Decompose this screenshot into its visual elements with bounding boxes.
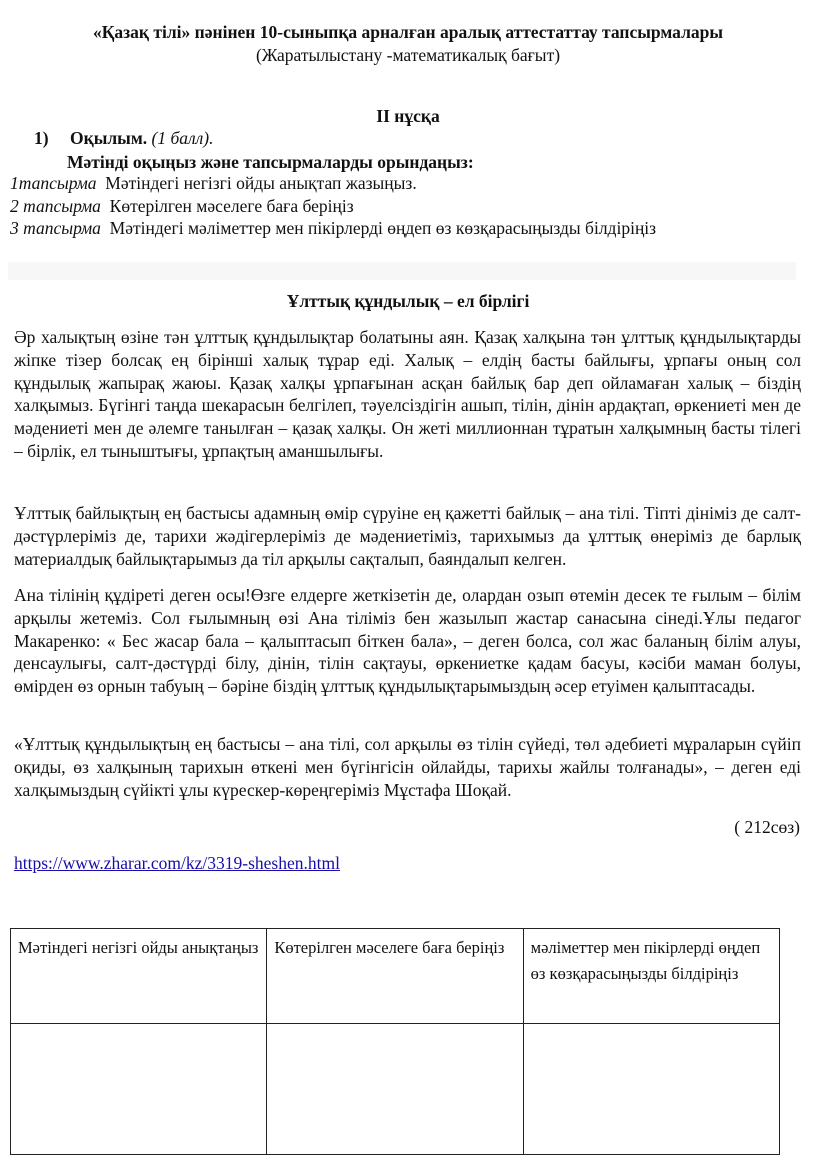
section-number: 1) <box>34 128 49 148</box>
task-number: 1тапсырма <box>10 173 97 193</box>
source-link[interactable]: https://www.zharar.com/kz/3319-sheshen.html <box>14 853 340 873</box>
answer-cell[interactable] <box>11 1024 267 1155</box>
text-paragraph-1: Әр халықтың өзіне тән ұлттық құндылықтар болатыны аян. Қазақ халқына тән ұлттық құндылықтарды жіпке тізер болсақ ең бірінші халық тұрар еді. Халық – елдің басты байлығы, ұрпағы оның сол құндылық жапырақ жаюы. Қазақ халқы ұрпағынан асқан байлық бар деп ойламаған халық – біздің халқымыз. Бүгінгі таңда шекарасын белгілеп, тәуелсіздігін ашып, тілін, дінін ардақтап, өркениеті мен де мәдениеті мен де әлемге танылған – қазақ халқы. Он жеті миллионнан тұратын халқымның басты тілегі – бірлік, ел тыныштығы, ұрпақтың аманшылығы. <box>14 327 801 461</box>
word-count: ( 212сөз) <box>734 817 800 837</box>
task-number: 2 тапсырма <box>10 196 101 216</box>
document-subtitle: (Жаратылыстану -математикалық бағыт) <box>255 45 561 65</box>
task-text: Көтерілген мәселеге баға беріңіз <box>109 196 354 216</box>
section-label: Оқылым. <box>70 128 148 148</box>
task-text: Мәтіндегі негізгі ойды анықтап жазыңыз. <box>105 173 417 193</box>
task-number: 3 тапсырма <box>10 218 101 238</box>
table-row <box>11 1024 780 1155</box>
answer-cell[interactable] <box>523 1024 779 1155</box>
table-header-cell: Мәтіндегі негізгі ойды анықтаңыз <box>11 929 267 1024</box>
variant-label: II нұсқа <box>376 106 440 126</box>
table-header-cell: Көтерілген мәселеге баға беріңіз <box>267 929 523 1024</box>
text-paragraph-2: Ұлттық байлықтың ең бастысы адамның өмір сүруіне ең қажетті байлық – ана тілі. Тіпті дініміз де салт-дәстүрлеріміз де, тарихи жәдігерлеріміз де мәдениетіміз, тарихымыз да ұлттық өнеріміз де барлық материалдық байлықтарымыз да тіл арқылы сақталып, баяндалып келген. <box>14 503 801 569</box>
text-paragraph-3: Ана тілінің құдіреті деген осы!Өзге елдерге жеткізетін де, олардан озып өтемін десек те ғылым – білім арқылы жетеміз. Сол ғылымның өзі Ана тіліміз бен жазылып жастар санасына сінеді.Ұлы педагог Макаренко: « Бес жасар бала – қалыптасып біткен бала», – деген болса, сол жас баланың білім алуы, денсаулығы, салт-дәстүрді білу, дінін, тілін сақтауы, өркениетке қадам басуы, кәсіби маман болуы, өмірден өз орнын табуың – бәріне біздің ұлттық құндылықтарымыздың әсер етуімен қалыптасады. <box>14 585 801 697</box>
document-title: «Қазақ тілі» пәнінен 10-сыныпқа арналған аралық аттестаттау тапсырмалары <box>92 22 724 42</box>
task-1 <box>10 173 417 194</box>
task-3 <box>10 218 656 239</box>
table-header-cell: мәліметтер мен пікірлерді өңдеп өз көзқарасыңызды білдіріңіз <box>523 929 779 1024</box>
answer-cell[interactable] <box>267 1024 523 1155</box>
answer-table <box>10 928 780 1155</box>
table-header-row <box>11 929 780 1024</box>
task-2 <box>10 196 354 217</box>
text-heading: Ұлттық құндылық – ел бірлігі <box>286 291 530 311</box>
section-points: (1 балл). <box>151 128 214 148</box>
task-text: Мәтіндегі мәліметтер мен пікірлерді өңдеп өз көзқарасыңызды білдіріңіз <box>109 218 657 238</box>
instruction: Мәтінді оқыңыз және тапсырмаларды орындаңыз: <box>67 152 474 172</box>
section-reading <box>34 128 213 149</box>
divider-band <box>8 262 796 280</box>
text-paragraph-4: «Ұлттық құндылықтың ең бастысы – ана тілі, сол арқылы өз тілін сүйеді, төл әдебиеті мұраларын сүйіп оқиды, өз халқының тарихын өткені мен бүгінгісін ойлайды, тарихы жайлы толғанады», – деген еді халқымыздың сүйікті ұлы күрескер-көреңгеріміз Мұстафа Шоқай. <box>14 734 801 800</box>
